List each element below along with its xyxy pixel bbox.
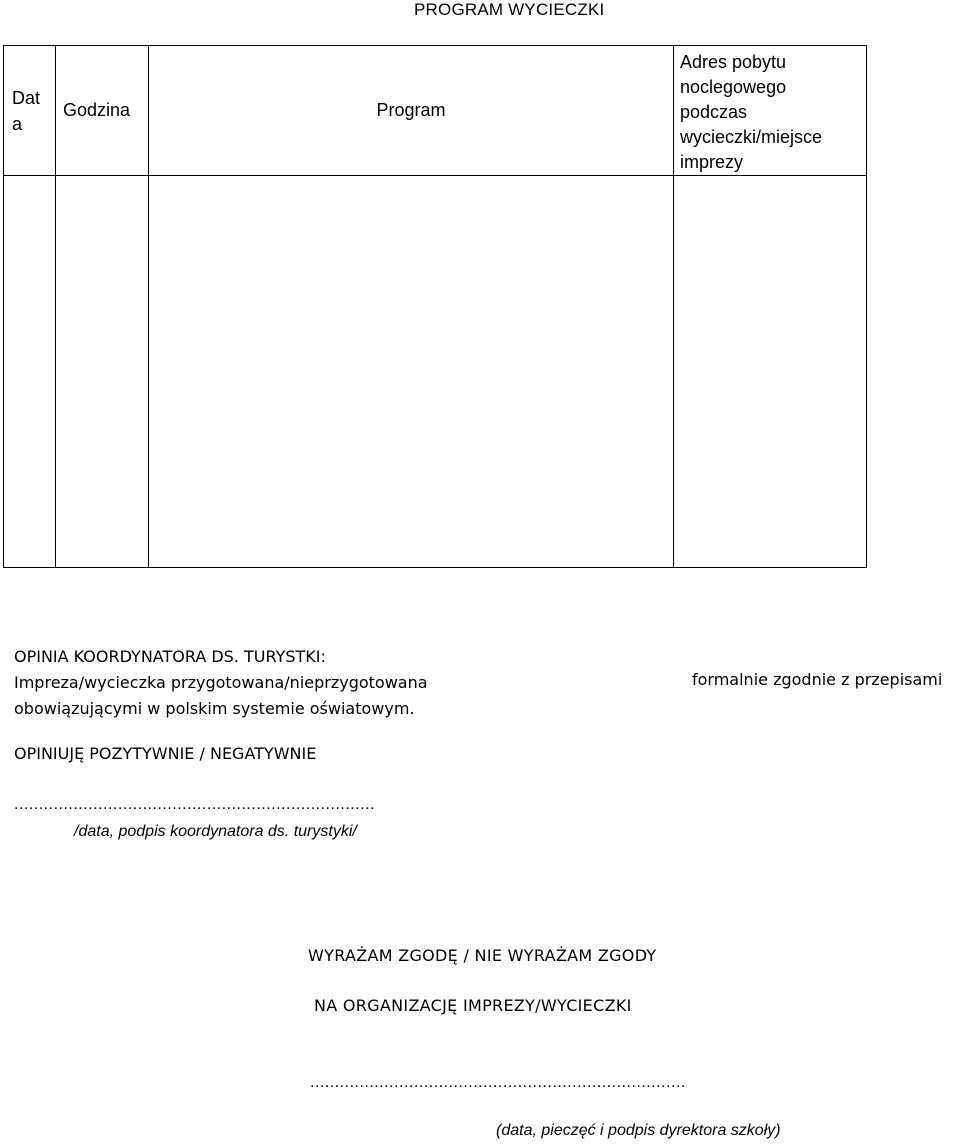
column-header-date-line1: Dat [12,87,41,108]
opinion-heading: OPINIA KOORDYNATORA DS. TURYSTKI: [14,647,326,666]
table-header-row [4,46,867,176]
opinion-positive-negative: OPINIUJĘ POZYTYWNIE / NEGATYWNIE [14,744,317,763]
column-header-program: Program [149,46,674,176]
program-table [3,45,867,568]
column-header-date [4,46,56,176]
cell-date[interactable] [4,176,56,568]
opinion-line: obowiązującymi w polskim systemie oświatowym. [14,699,415,718]
column-header-hour: Godzina [56,46,149,176]
opinion-compliance: formalnie zgodnie z przepisami [692,670,943,689]
consent-statement: WYRAŻAM ZGODĘ / NIE WYRAŻAM ZGODY [308,946,657,965]
address-line: imprezy [680,152,744,172]
opinion-line: Impreza/wycieczka przygotowana/nieprzygotowana [14,673,428,692]
organization-statement: NA ORGANIZACJĘ IMPREZY/WYCIECZKI [314,996,632,1015]
director-signature-caption: (data, pieczęć i podpis dyrektora szkoły) [496,1122,781,1139]
address-line: wycieczki/miejsce [680,127,823,147]
page-title: PROGRAM WYCIECZKI [414,0,605,19]
coordinator-signature-line: ......................................................................... [14,796,376,813]
address-line: podczas [680,102,748,122]
cell-address[interactable] [674,176,867,568]
cell-program[interactable] [149,176,674,568]
column-header-date-line2: a [12,113,23,134]
cell-hour[interactable] [56,176,149,568]
column-header-address [674,46,867,176]
coordinator-opinion [14,644,428,722]
coordinator-signature-caption: /data, podpis koordynatora ds. turystyki/ [74,823,357,840]
address-line: noclegowego [680,77,787,97]
address-line: Adres pobytu [680,52,787,72]
director-signature-line: ............................................................................ [310,1074,686,1091]
table-row [4,176,867,568]
